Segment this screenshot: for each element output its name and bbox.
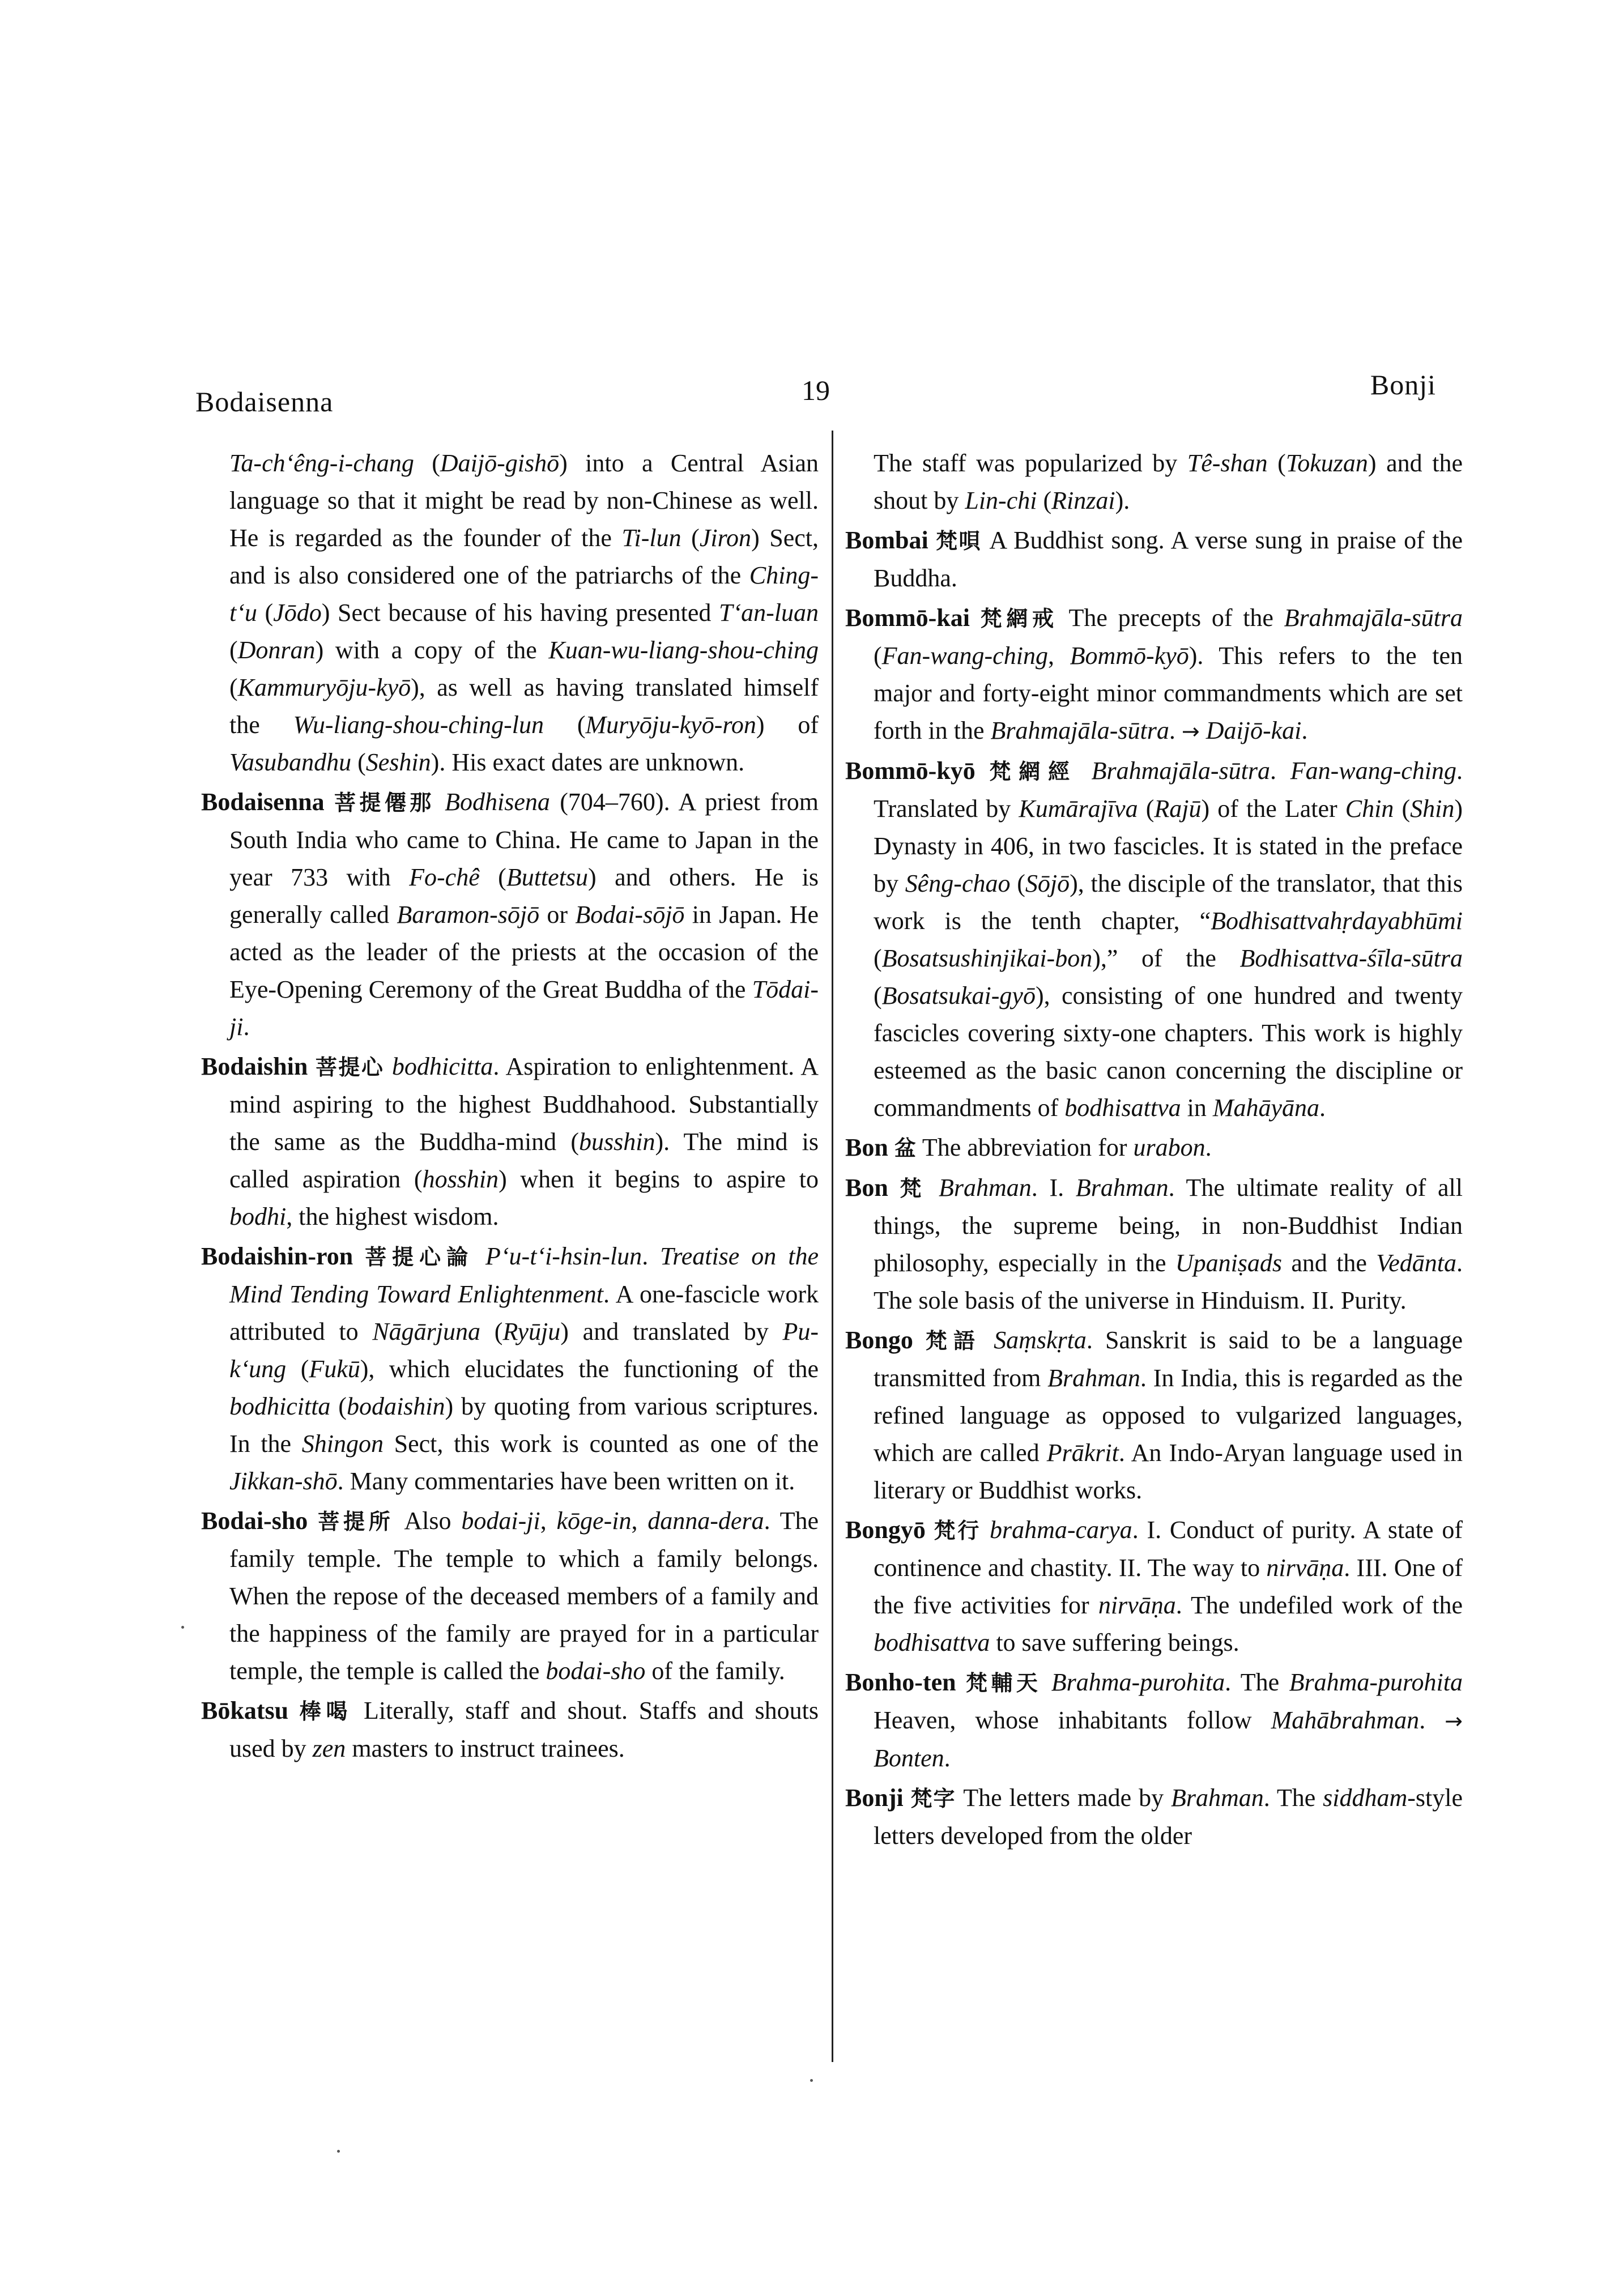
dictionary-entry: Bodaishin 菩提心 bodhicitta. Aspiration to enlightenment. A mind aspiring to the highest Buddhahood. Substantially the same as the Buddha-mind (busshin). The mind is called aspiration (hosshin) when it begins to aspire to bodhi, the highest wisdom. <box>201 1053 819 1230</box>
scan-speck <box>810 2079 813 2082</box>
dictionary-entry: Bon 盆 The abbreviation for urabon. <box>845 1134 1212 1161</box>
dictionary-entry: Bodai-sho 菩提所 Also bodai-ji, kōge-in, danna-dera. The family temple. The temple to which a family belongs. When the repose of the deceased members of a family and the happiness of the family are prayed for in a particular temple, the temple is called the bodai-sho of the family. <box>201 1507 819 1685</box>
page-header <box>195 368 1436 419</box>
continuation-text: Ta-ch‘êng-i-chang (Daijō-gishō) into a Central Asian language so that it might be read by non-Chinese as well. He is regarded as the founder of the Ti-lun (Jiron) Sect, and is also considered one of the patriarchs of the Ching-t‘u (Jōdo) Sect because of his having presented T‘an-luan (Donran) with a copy of the Kuan-wu-liang-shou-ching (Kammuryōju-kyō), as well as having translated himself the Wu-liang-shou-ching-lun (Muryōju-kyō-ron) of Vasubandhu (Seshin). His exact dates are unknown. <box>229 449 819 776</box>
dictionary-entry: Bongo 梵語 Saṃskṛta. Sanskrit is said to be a language transmitted from Brahman. In India, this is regarded as the refined language as opposed to vulgarized languages, which are called Prākrit. An Indo-Aryan language used in literary or Buddhist works. <box>845 1326 1463 1504</box>
continuation-text: The staff was popularized by Tê-shan (Tokuzan) and the shout by Lin-chi (Rinzai). <box>874 449 1463 514</box>
left-guide-word: Bodaisenna <box>195 386 334 418</box>
dictionary-entry: Bon 梵 Brahman. I. Brahman. The ultimate reality of all things, the supreme being, in non-Buddhist Indian philosophy, especially in the Upaniṣads and the Vedānta. The sole basis of the universe in Hinduism. II. Purity. <box>845 1174 1463 1314</box>
scan-speck <box>181 1626 184 1629</box>
dictionary-entry: Bonji 梵字 The letters made by Brahman. The siddham-style letters developed from the older <box>845 1784 1463 1850</box>
dictionary-entry: Bommō-kai 梵網戒 The precepts of the Brahmajāla-sūtra (Fan-wang-ching, Bommō-kyō). This refers to the ten major and forty-eight minor commandments which are set forth in the Brahmajāla-sūtra. → Daijō-kai. <box>845 604 1463 744</box>
cross-reference-arrow-icon: → <box>1445 1709 1463 1733</box>
dictionary-entry: Bodaisenna 菩提僊那 Bodhisena (704–760). A priest from South India who came to China. He came to Japan in the year 733 with Fo-chê (Buttetsu) and others. He is generally called Baramon-sōjō or Bodai-sōjō in Japan. He acted as the leader of the priests at the occasion of the Eye-Opening Ceremony of the Great Buddha of the Tōdai-ji. <box>201 788 819 1041</box>
dictionary-entry: Bombai 梵唄 A Buddhist song. A verse sung in praise of the Buddha. <box>845 526 1463 592</box>
column-divider <box>832 431 833 2062</box>
dictionary-entry: Bommō-kyō 梵網經 Brahmajāla-sūtra. Fan-wang-ching. Translated by Kumārajīva (Rajū) of the Later Chin (Shin) Dynasty in 406, in two fascicles. It is stated in the preface by Sêng-chao (Sōjō), the disciple of the translator, that this work is the tenth chapter, “Bodhisattvahṛdayabhūmi (Bosatsushinjikai-bon),” of the Bodhisattva-śīla-sūtra (Bosatsukai-gyō), consisting of one hundred and twenty fascicles covering sixty-one chapters. This work is highly esteemed as the basic canon concerning the discipline or commandments of bodhisattva in Mahāyāna. <box>845 757 1463 1122</box>
cross-reference-arrow-icon: → <box>1181 719 1200 744</box>
dictionary-entry: Bodaishin-ron 菩提心論 P‘u-t‘i-hsin-lun. Treatise on the Mind Tending Toward Enlightenment. A one-fascicle work attributed to Nāgārjuna (Ryūju) and translated by Pu-k‘ung (Fukū), which elucidates the functioning of the bodhicitta (bodaishin) by quoting from various scriptures. In the Shingon Sect, this work is counted as one of the Jikkan-shō. Many commentaries have been written on it. <box>201 1242 819 1495</box>
right-column <box>845 445 1463 1857</box>
left-column <box>201 445 819 1770</box>
page-number: 19 <box>802 374 830 406</box>
right-guide-word: Bonji <box>1370 369 1436 401</box>
scan-speck <box>337 2150 340 2153</box>
dictionary-entry: Bonho-ten 梵輔天 Brahma-purohita. The Brahma-purohita Heaven, whose inhabitants follow Mahābrahman. → Bonten. <box>845 1668 1463 1772</box>
dictionary-entry: Bongyō 梵行 brahma-carya. I. Conduct of purity. A state of continence and chastity. II. The way to nirvāṇa. III. One of the five activities for nirvāṇa. The undefiled work of the bodhisattva to save suffering beings. <box>845 1516 1463 1656</box>
dictionary-entry: Bōkatsu 棒喝 Literally, staff and shout. Staffs and shouts used by zen masters to instruct trainees. <box>201 1697 819 1762</box>
